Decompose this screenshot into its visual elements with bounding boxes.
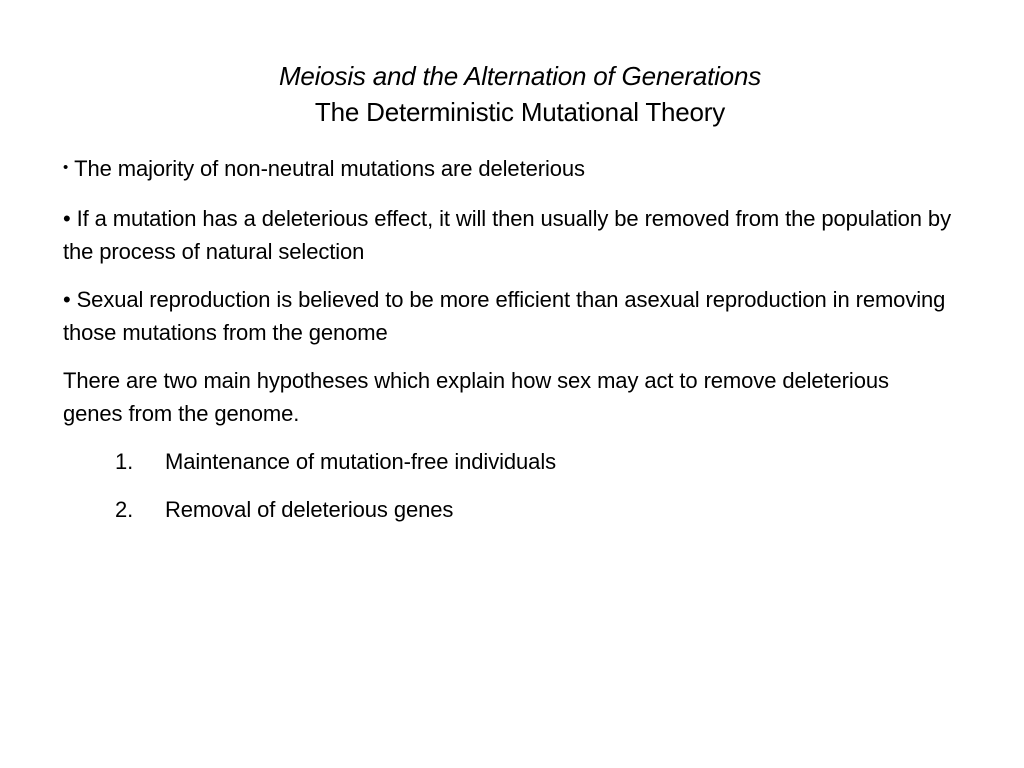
bullet-marker: • <box>63 286 71 312</box>
bullet-item <box>63 283 953 349</box>
item-text: Maintenance of mutation-free individuals <box>165 448 557 474</box>
hypotheses-paragraph: There are two main hypotheses which explain how sex may act to remove deleterious genes from the genome. <box>63 367 889 426</box>
item-number: 2. <box>115 496 134 522</box>
slide-title <box>0 58 1024 130</box>
bullet-item <box>63 152 953 187</box>
numbered-item <box>63 493 953 526</box>
bullet-item <box>63 202 953 268</box>
bullet-text: If a mutation has a deleterious effect, it will then usually be removed from the population by the process of natural selection <box>63 205 951 264</box>
bullet-text: The majority of non-neutral mutations are deleterious <box>74 156 585 181</box>
bullet-marker: • <box>63 205 71 231</box>
numbered-item <box>63 445 953 478</box>
item-text: Removal of deleterious genes <box>165 496 454 522</box>
slide-body <box>63 152 953 541</box>
item-number: 1. <box>115 448 134 474</box>
bullet-marker: • <box>63 158 69 176</box>
title-line-2: The Deterministic Mutational Theory <box>314 97 726 127</box>
title-line-1: Meiosis and the Alternation of Generations <box>278 61 762 91</box>
bullet-text: Sexual reproduction is believed to be more efficient than asexual reproduction in removing those mutations from the genome <box>63 286 946 345</box>
